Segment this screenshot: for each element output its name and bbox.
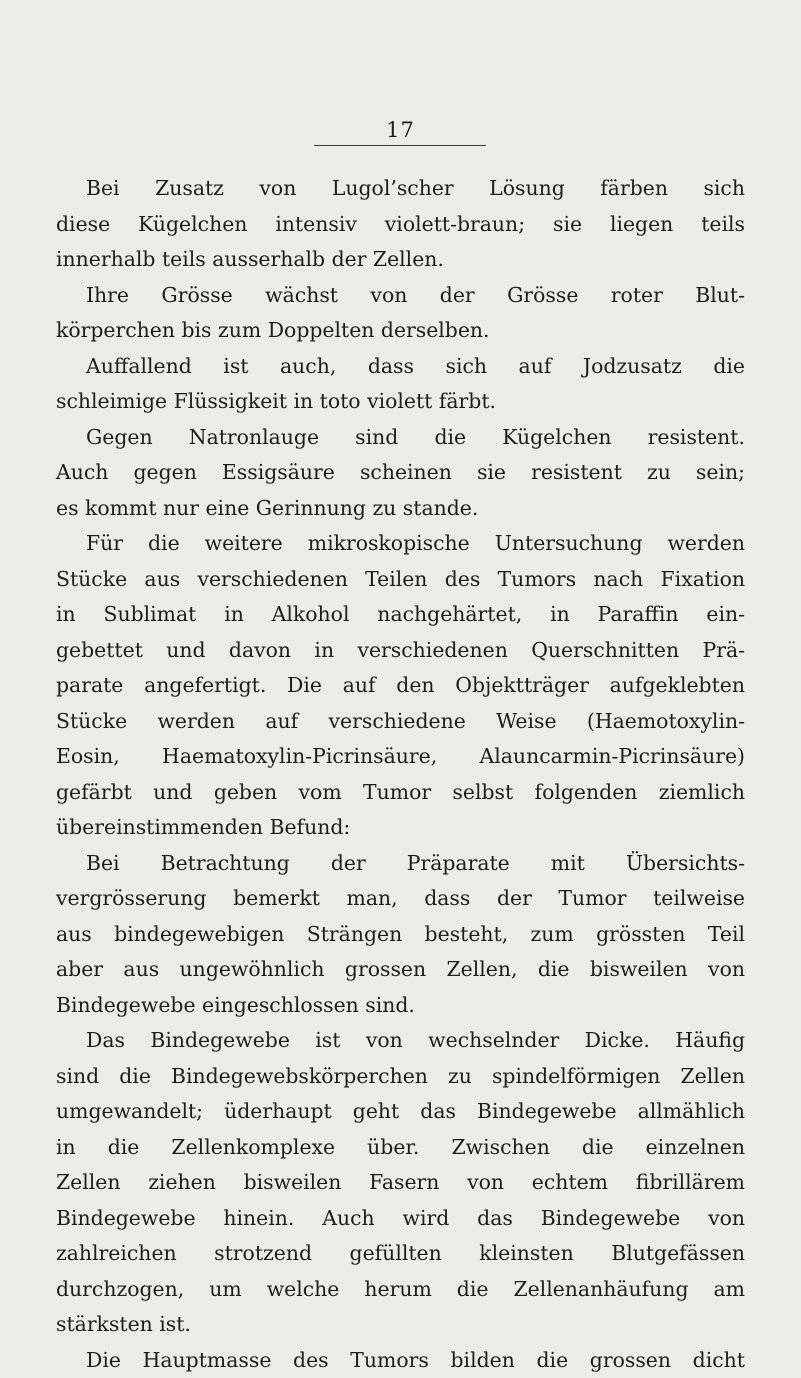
text-line: Auch gegen Essigsäure scheinen sie resistent zu sein;	[56, 455, 745, 491]
text-line: innerhalb teils ausserhalb der Zellen.	[56, 242, 745, 278]
text-line: aber aus ungewöhnlich grossen Zellen, die bisweilen von	[56, 952, 745, 988]
text-line: gefärbt und geben vom Tumor selbst folgenden ziemlich	[56, 775, 745, 811]
text-line: Stücke aus verschiedenen Teilen des Tumors nach Fixation	[56, 562, 745, 598]
text-line: stärksten ist.	[56, 1307, 745, 1343]
text-line: umgewandelt; üderhaupt geht das Bindegewebe allmählich	[56, 1094, 745, 1130]
text-line: Bindegewebe hinein. Auch wird das Bindegewebe von	[56, 1201, 745, 1237]
text-line: Stücke werden auf verschiedene Weise (Haemotoxylin-	[56, 704, 745, 740]
page-number-rule	[314, 145, 486, 146]
text-line: Eosin, Haematoxylin-Picrinsäure, Alauncarmin-Picrinsäure)	[56, 739, 745, 775]
text-line: zahlreichen strotzend gefüllten kleinsten Blutgefässen	[56, 1236, 745, 1272]
text-line: in die Zellenkomplexe über. Zwischen die einzelnen	[56, 1130, 745, 1166]
text-line: vergrösserung bemerkt man, dass der Tumor teilweise	[56, 881, 745, 917]
page-number: 17	[0, 118, 801, 142]
text-line: schleimige Flüssigkeit in toto violett färbt.	[56, 384, 745, 420]
text-line: Für die weitere mikroskopische Untersuchung werden	[56, 526, 745, 562]
text-line: körperchen bis zum Doppelten derselben.	[56, 313, 745, 349]
text-line: Auffallend ist auch, dass sich auf Jodzusatz die	[56, 349, 745, 385]
text-line: gebettet und davon in verschiedenen Querschnitten Prä-	[56, 633, 745, 669]
text-line: parate angefertigt. Die auf den Objektträger aufgeklebten	[56, 668, 745, 704]
text-line: Das Bindegewebe ist von wechselnder Dicke. Häufig	[56, 1023, 745, 1059]
text-line: diese Kügelchen intensiv violett-braun; sie liegen teils	[56, 207, 745, 243]
text-line: aus bindegewebigen Strängen besteht, zum grössten Teil	[56, 917, 745, 953]
text-line: sind die Bindegewebskörperchen zu spindelförmigen Zellen	[56, 1059, 745, 1095]
text-line: Bindegewebe eingeschlossen sind.	[56, 988, 745, 1024]
text-line: in Sublimat in Alkohol nachgehärtet, in Paraffin ein-	[56, 597, 745, 633]
text-line: es kommt nur eine Gerinnung zu stande.	[56, 491, 745, 527]
text-line: Gegen Natronlauge sind die Kügelchen resistent.	[56, 420, 745, 456]
text-line: durchzogen, um welche herum die Zellenanhäufung am	[56, 1272, 745, 1308]
text-line: Ihre Grösse wächst von der Grösse roter Blut-	[56, 278, 745, 314]
body-text	[56, 171, 745, 1378]
text-line: Bei Zusatz von Lugol’scher Lösung färben sich	[56, 171, 745, 207]
text-line: übereinstimmenden Befund:	[56, 810, 745, 846]
text-line: Zellen ziehen bisweilen Fasern von echtem fibrillärem	[56, 1165, 745, 1201]
text-line: Die Hauptmasse des Tumors bilden die grossen dicht	[56, 1343, 745, 1378]
text-line: Bei Betrachtung der Präparate mit Übersichts-	[56, 846, 745, 882]
